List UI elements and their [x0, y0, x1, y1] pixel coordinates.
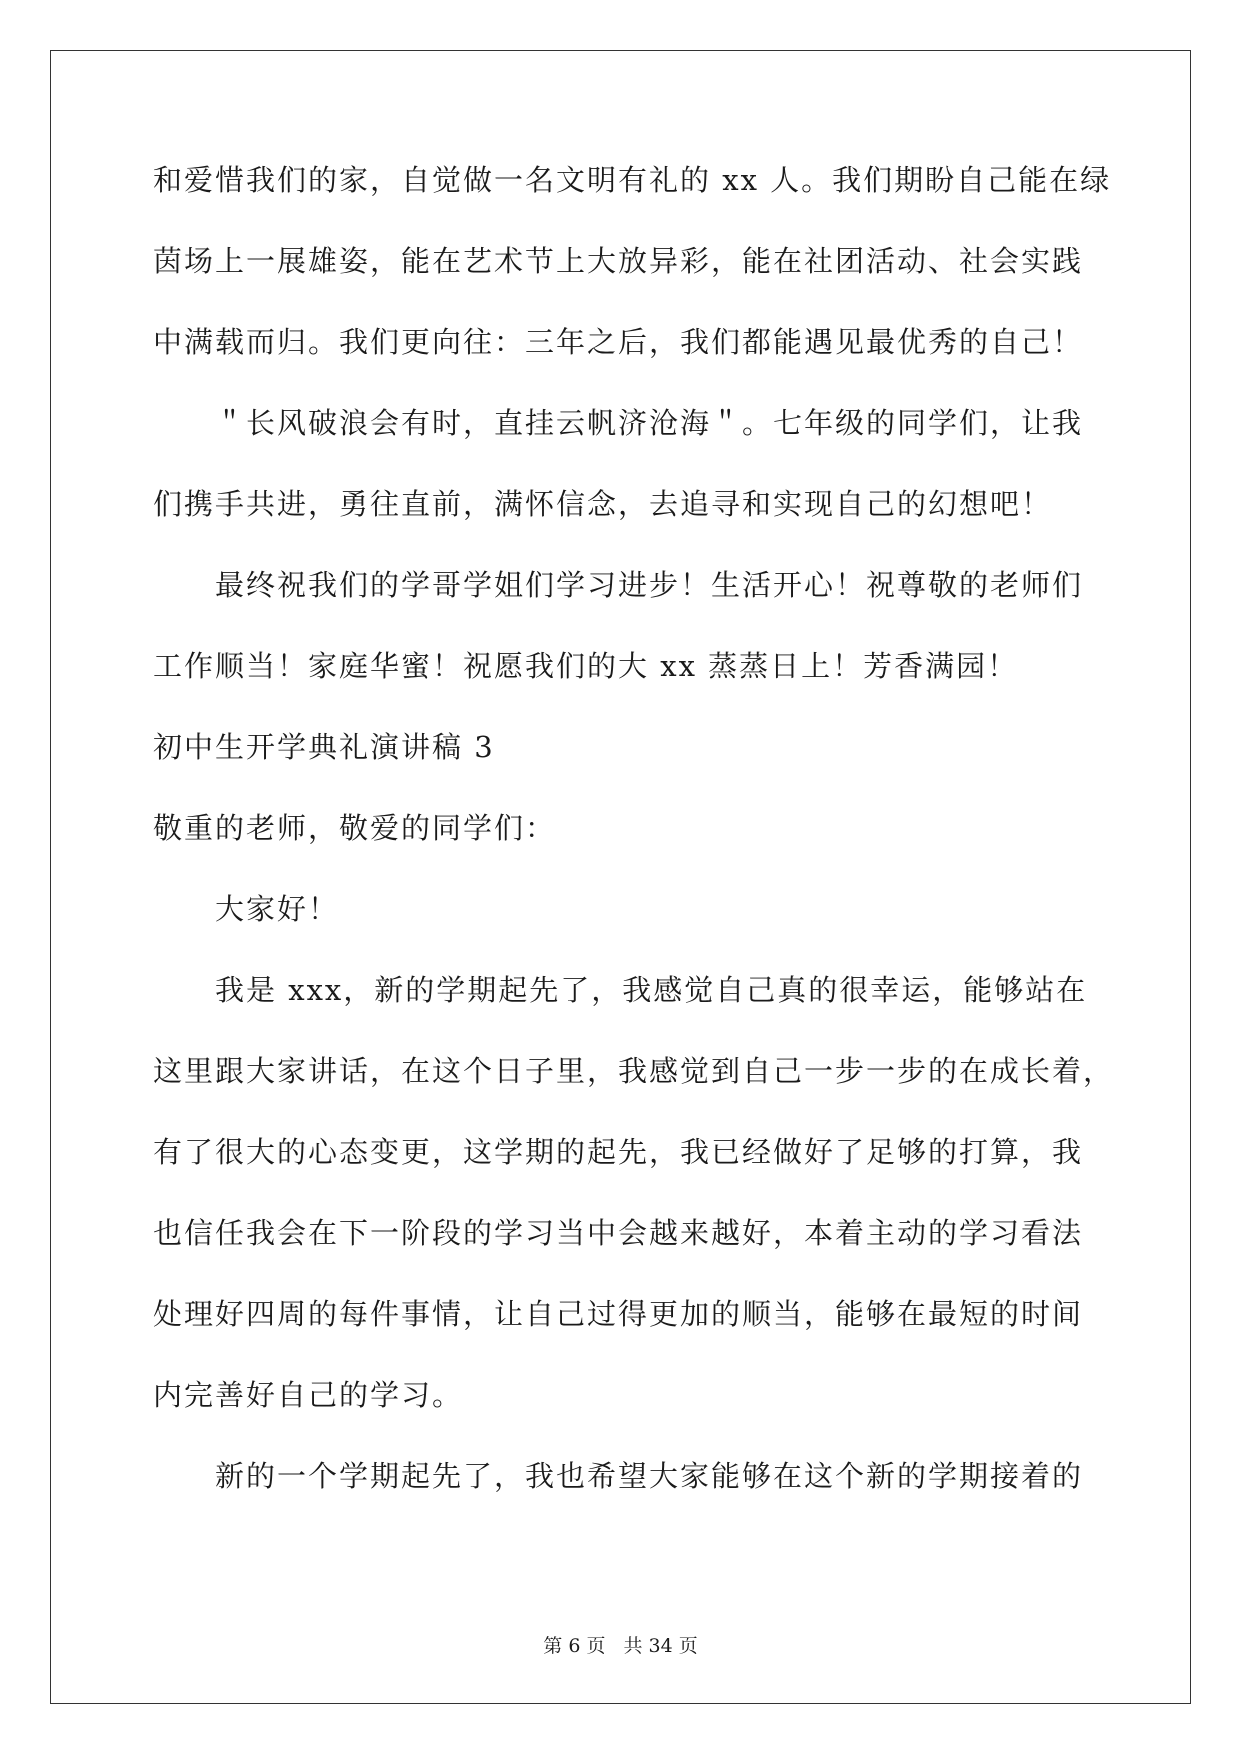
text-line: 茵场上一展雄姿，能在艺术节上大放异彩，能在社团活动、社会实践: [153, 244, 1084, 278]
paragraph-start: 我是 xxx，新的学期起先了，我感觉自己真的很幸运，能够站在: [215, 973, 1088, 1007]
text-line: 有了很大的心态变更，这学期的起先，我已经做好了足够的打算，我: [153, 1135, 1084, 1169]
document-body: [153, 160, 1115, 1537]
greeting: 大家好！: [215, 892, 340, 926]
text-line: 工作顺当！家庭华蜜！祝愿我们的大 xx 蒸蒸日上！芳香满园！: [153, 649, 1019, 683]
salutation: 敬重的老师，敬爱的同学们：: [153, 811, 557, 845]
text-line: 们携手共进，勇往直前，满怀信念，去追寻和实现自己的幻想吧！: [153, 487, 1053, 521]
text-line: 这里跟大家讲话，在这个日子里，我感觉到自己一步一步的在成长着，: [153, 1054, 1115, 1088]
paragraph-start: ＂长风破浪会有时，直挂云帆济沧海＂。七年级的同学们，让我: [215, 406, 1084, 440]
text-line: 内完善好自己的学习。: [153, 1378, 464, 1412]
section-heading: 初中生开学典礼演讲稿 3: [153, 730, 495, 764]
page-footer: [0, 1634, 1241, 1658]
text-line: 和爱惜我们的家，自觉做一名文明有礼的 xx 人。我们期盼自己能在绿: [153, 163, 1112, 197]
page-total: 共 34 页: [623, 1635, 698, 1657]
page-number: 第 6 页: [543, 1635, 606, 1657]
paragraph-start: 新的一个学期起先了，我也希望大家能够在这个新的学期接着的: [215, 1459, 1084, 1493]
text-line: 也信任我会在下一阶段的学习当中会越来越好，本着主动的学习看法: [153, 1216, 1084, 1250]
text-line: 中满载而归。我们更向往：三年之后，我们都能遇见最优秀的自己！: [153, 325, 1084, 359]
text-line: 处理好四周的每件事情，让自己过得更加的顺当，能够在最短的时间: [153, 1297, 1084, 1331]
paragraph-start: 最终祝我们的学哥学姐们学习进步！生活开心！祝尊敬的老师们: [215, 568, 1084, 602]
